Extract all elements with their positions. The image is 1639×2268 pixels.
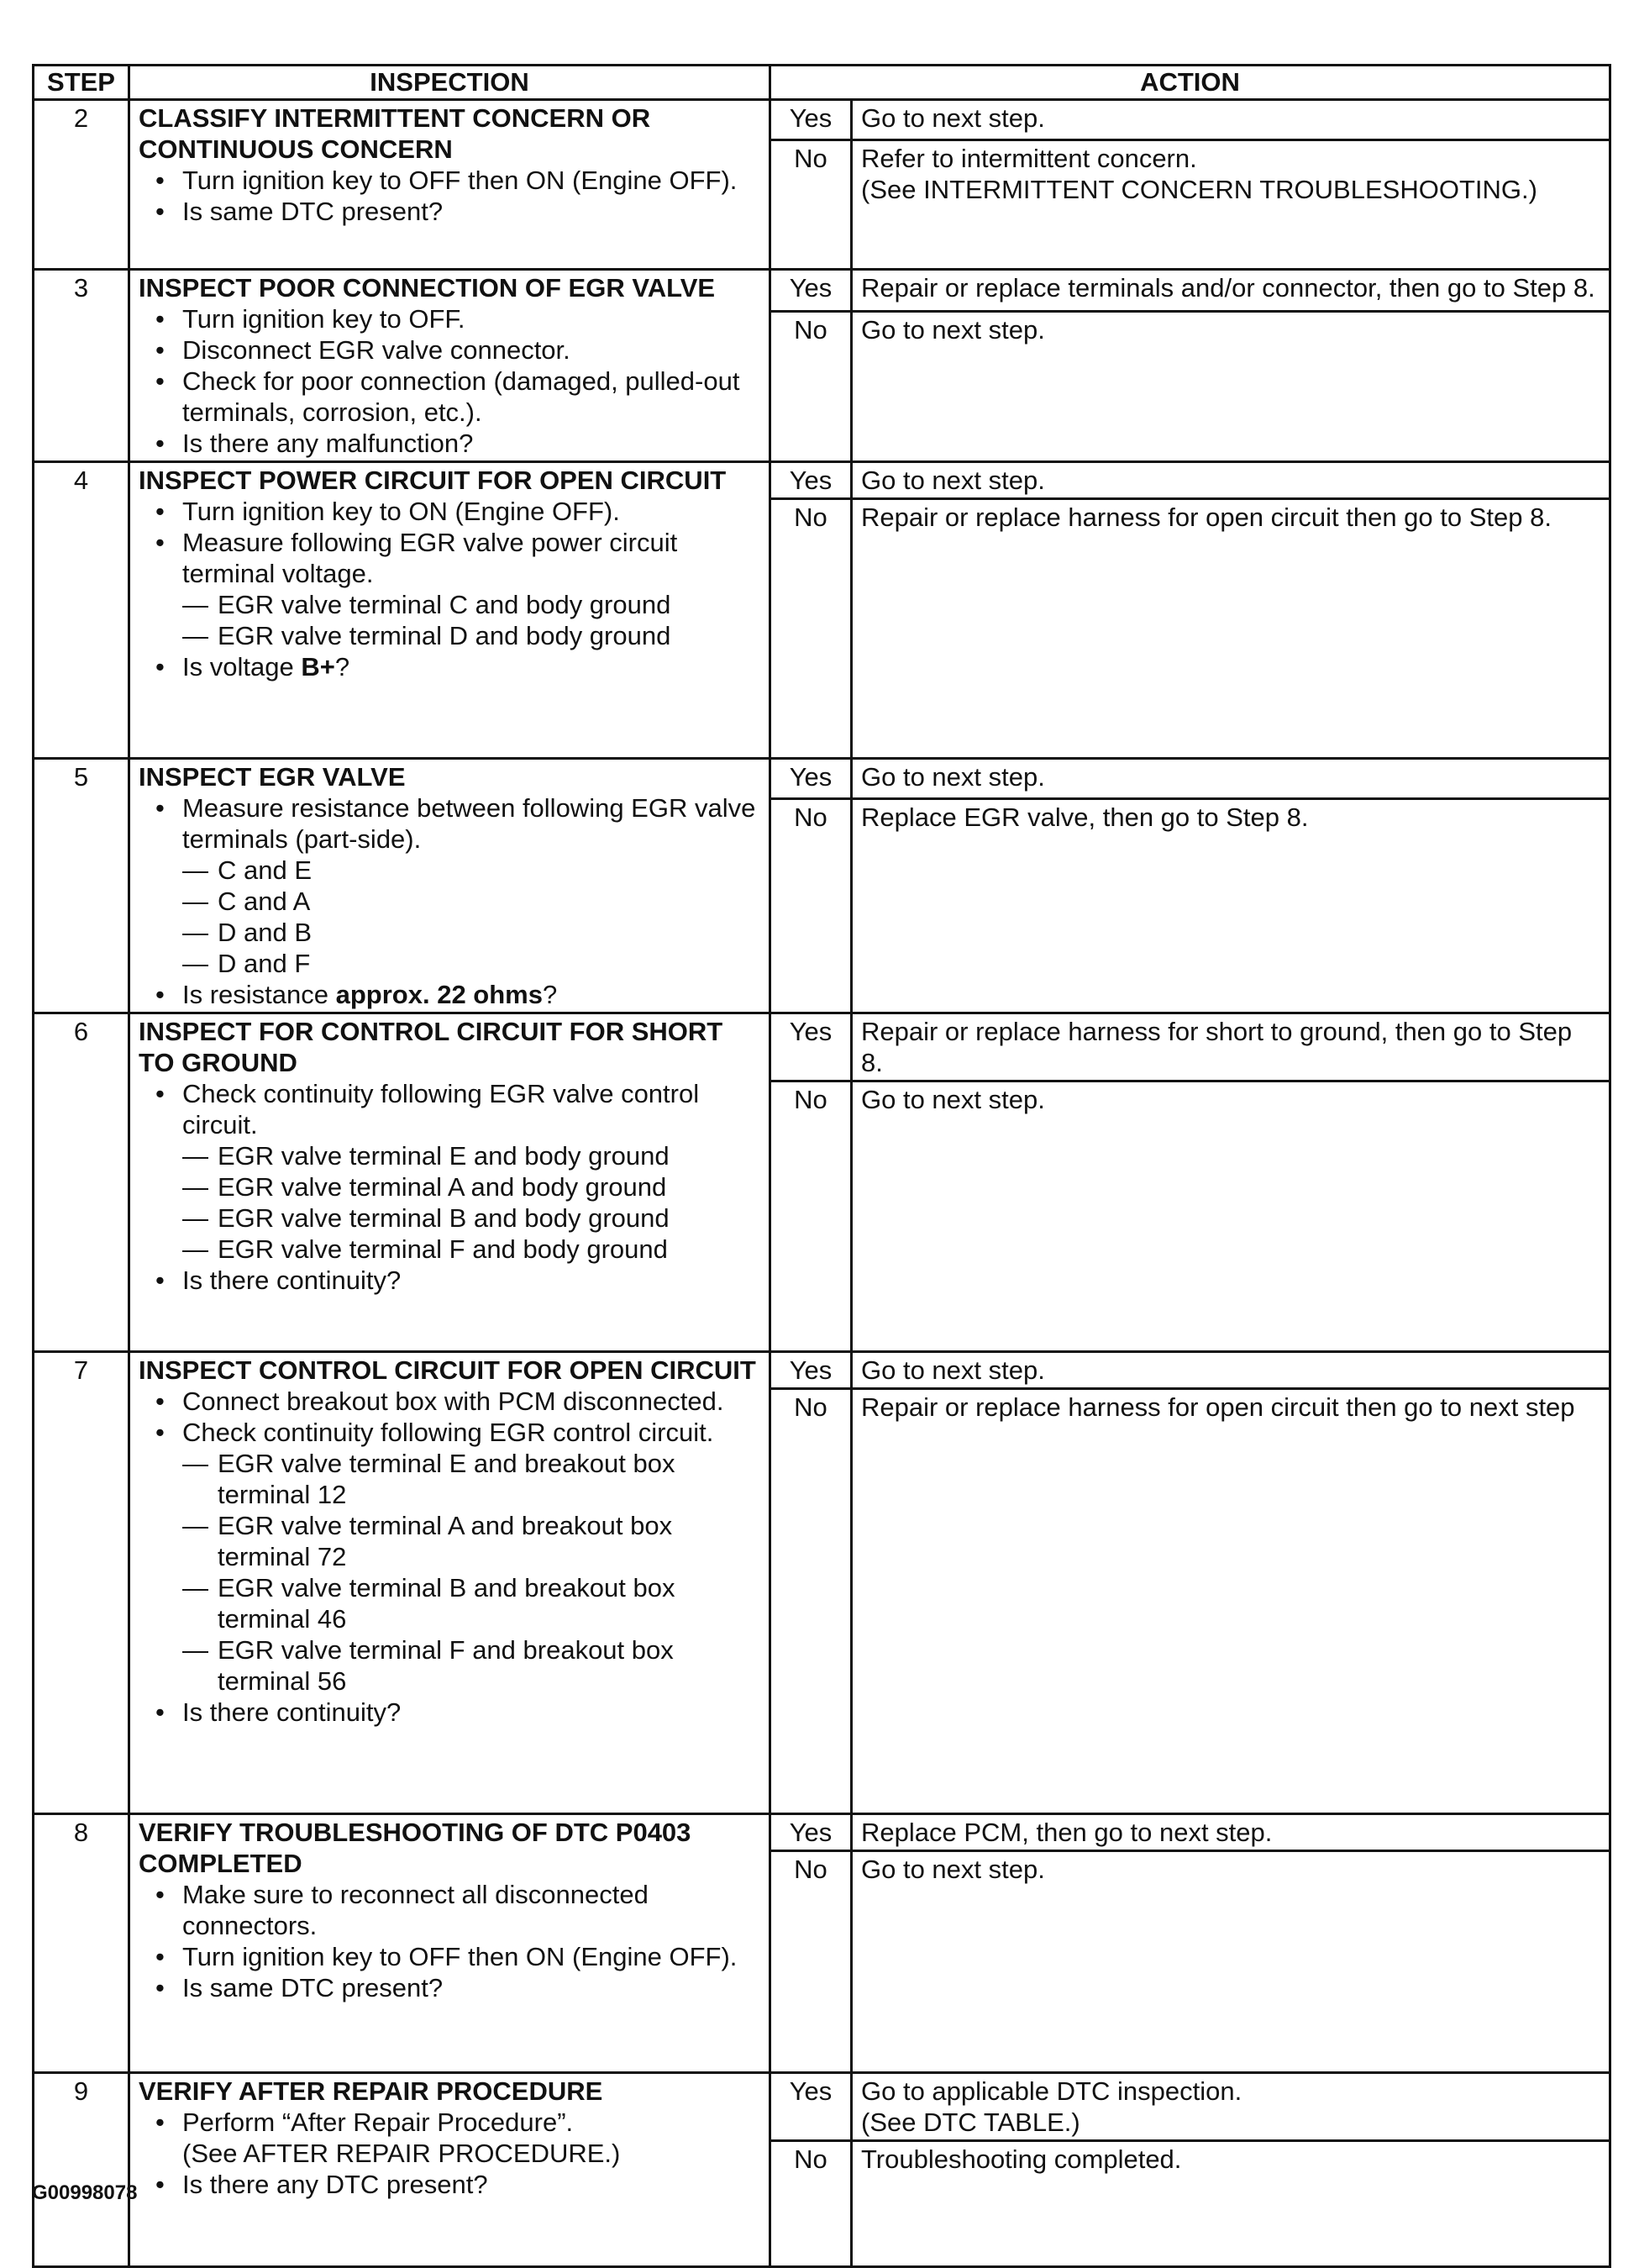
check-points-list	[182, 1448, 760, 1697]
no-label: No	[770, 312, 852, 462]
check-point: — EGR valve terminal E and breakout box terminal 12	[182, 1448, 760, 1510]
yes-action: Repair or replace harness for short to ground, then go to Step 8.	[852, 1013, 1610, 1081]
bullet-text: Check continuity following EGR control circuit.	[182, 1418, 714, 1447]
inspection-steps-list	[139, 496, 760, 682]
inspection-title: INSPECT POWER CIRCUIT FOR OPEN CIRCUIT	[139, 466, 727, 495]
yes-label: Yes	[770, 1013, 852, 1081]
yes-label: Yes	[770, 759, 852, 799]
inspection-steps-list	[139, 303, 760, 459]
no-action: Go to next step.	[852, 312, 1610, 462]
bullet-text: Is there any DTC present?	[182, 2170, 488, 2199]
step-number: 5	[34, 759, 129, 1013]
step-number: 7	[34, 1352, 129, 1814]
inspection-cell	[129, 2073, 770, 2267]
check-point: — EGR valve terminal B and body ground	[182, 1202, 760, 1234]
table-row	[34, 1013, 1610, 1081]
inspection-cell	[129, 1352, 770, 1814]
bullet-text-end: ?	[542, 980, 558, 1009]
list-item	[139, 165, 760, 196]
list-item	[139, 1265, 760, 1296]
check-point: — EGR valve terminal D and body ground	[182, 620, 760, 651]
yes-action: Go to next step.	[852, 1352, 1610, 1389]
step-number: 6	[34, 1013, 129, 1352]
yes-action: Go to next step.	[852, 759, 1610, 799]
bullet-text: Check continuity following EGR valve control circuit.	[182, 1079, 700, 1139]
yes-action: Go to applicable DTC inspection. (See DTC TABLE.)	[852, 2073, 1610, 2141]
bullet-text: Turn ignition key to OFF then ON (Engine OFF).	[182, 1942, 738, 1971]
no-action: Replace EGR valve, then go to Step 8.	[852, 798, 1610, 1013]
bullet-text: Connect breakout box with PCM disconnected.	[182, 1387, 724, 1416]
list-item	[139, 1417, 760, 1697]
inspection-steps-list	[139, 1879, 760, 2003]
step-column-header: STEP	[34, 66, 129, 100]
yes-label: Yes	[770, 270, 852, 312]
check-points-list	[182, 855, 760, 979]
check-point: — C and E	[182, 855, 760, 886]
step-number: 3	[34, 270, 129, 462]
yes-label: Yes	[770, 100, 852, 140]
list-item	[139, 334, 760, 366]
bullet-text: Is same DTC present?	[182, 197, 444, 226]
inspection-cell	[129, 100, 770, 270]
inspection-title: VERIFY AFTER REPAIR PROCEDURE	[139, 2076, 603, 2106]
inspection-steps-list	[139, 1386, 760, 1728]
list-item	[139, 303, 760, 334]
check-point: — EGR valve terminal F and breakout box terminal 56	[182, 1634, 760, 1697]
inspection-cell	[129, 462, 770, 759]
list-item	[139, 979, 760, 1010]
inspection-cell	[129, 1814, 770, 2073]
yes-label: Yes	[770, 1814, 852, 1851]
no-label: No	[770, 499, 852, 759]
inspection-title: INSPECT POOR CONNECTION OF EGR VALVE	[139, 273, 716, 303]
check-points-list	[182, 589, 760, 651]
list-item	[139, 1078, 760, 1265]
yes-action: Replace PCM, then go to next step.	[852, 1814, 1610, 1851]
yes-label: Yes	[770, 462, 852, 499]
no-label: No	[770, 1389, 852, 1814]
table-body	[34, 100, 1610, 2267]
bullet-text: Disconnect EGR valve connector.	[182, 335, 570, 365]
no-label: No	[770, 2141, 852, 2267]
no-action: Refer to intermittent concern. (See INTERMITTENT CONCERN TROUBLESHOOTING.)	[852, 140, 1610, 270]
no-label: No	[770, 1081, 852, 1352]
bullet-text: Turn ignition key to OFF.	[182, 304, 465, 334]
inspection-title: CLASSIFY INTERMITTENT CONCERN OR CONTINUOUS CONCERN	[139, 103, 651, 164]
bullet-text: Measure resistance between following EGR valve terminals (part-side).	[182, 793, 756, 854]
inspection-column-header: INSPECTION	[129, 66, 770, 100]
bullet-text: Is same DTC present?	[182, 1973, 444, 2002]
inspection-title: INSPECT FOR CONTROL CIRCUIT FOR SHORT TO GROUND	[139, 1017, 723, 1077]
list-item	[139, 1972, 760, 2003]
bullet-text: Is voltage	[182, 652, 302, 681]
bullet-text: Turn ignition key to ON (Engine OFF).	[182, 497, 620, 526]
inspection-title: INSPECT EGR VALVE	[139, 762, 406, 792]
step-number: 9	[34, 2073, 129, 2267]
check-point: — D and F	[182, 948, 760, 979]
list-item	[139, 1941, 760, 1972]
list-item	[139, 496, 760, 527]
yes-action: Go to next step.	[852, 462, 1610, 499]
check-point: — EGR valve terminal E and body ground	[182, 1140, 760, 1171]
dtc-inspection-table	[32, 64, 1611, 2268]
no-label: No	[770, 140, 852, 270]
inspection-title: INSPECT CONTROL CIRCUIT FOR OPEN CIRCUIT	[139, 1355, 756, 1385]
no-action: Repair or replace harness for open circuit then go to next step	[852, 1389, 1610, 1814]
list-item	[139, 527, 760, 651]
bullet-text: Perform “After Repair Procedure”. (See AFTER REPAIR PROCEDURE.)	[182, 2108, 621, 2168]
inspection-steps-list	[139, 165, 760, 227]
bullet-text: Is there continuity?	[182, 1697, 402, 1727]
list-item	[139, 366, 760, 428]
yes-label: Yes	[770, 2073, 852, 2141]
check-point: — EGR valve terminal A and breakout box terminal 72	[182, 1510, 760, 1572]
bullet-text: Turn ignition key to OFF then ON (Engine OFF).	[182, 166, 738, 195]
no-action: Repair or replace harness for open circuit then go to Step 8.	[852, 499, 1610, 759]
list-item	[139, 196, 760, 227]
bullet-text: Is resistance	[182, 980, 336, 1009]
list-item	[139, 1697, 760, 1728]
table-row	[34, 462, 1610, 499]
check-point: — EGR valve terminal A and body ground	[182, 1171, 760, 1202]
table-row	[34, 100, 1610, 140]
check-point: — C and A	[182, 886, 760, 917]
step-number: 2	[34, 100, 129, 270]
yes-action: Go to next step.	[852, 100, 1610, 140]
no-label: No	[770, 798, 852, 1013]
check-points-list	[182, 1140, 760, 1265]
table-row	[34, 270, 1610, 312]
inspection-steps-list	[139, 2107, 760, 2200]
bullet-text: Make sure to reconnect all disconnected connectors.	[182, 1880, 649, 1940]
bullet-text: Is there continuity?	[182, 1266, 402, 1295]
bullet-text: Measure following EGR valve power circuit terminal voltage.	[182, 528, 678, 588]
action-column-header: ACTION	[770, 66, 1610, 100]
bullet-text: Check for poor connection (damaged, pulled-out terminals, corrosion, etc.).	[182, 366, 740, 427]
yes-action: Repair or replace terminals and/or connector, then go to Step 8.	[852, 270, 1610, 312]
inspection-title: VERIFY TROUBLESHOOTING OF DTC P0403 COMPLETED	[139, 1818, 691, 1878]
spec-value: approx. 22 ohms	[335, 980, 543, 1009]
list-item	[139, 1386, 760, 1417]
bullet-text: Is there any malfunction?	[182, 429, 474, 458]
step-number: 8	[34, 1814, 129, 2073]
no-action: Go to next step.	[852, 1851, 1610, 2073]
list-item	[139, 651, 760, 682]
check-point: — D and B	[182, 917, 760, 948]
header-row	[34, 66, 1610, 100]
figure-code: G00998078	[32, 2181, 138, 2204]
bullet-text-end: ?	[334, 652, 350, 681]
table-row	[34, 1814, 1610, 1851]
inspection-cell	[129, 270, 770, 462]
list-item	[139, 428, 760, 459]
inspection-cell	[129, 759, 770, 1013]
check-point: — EGR valve terminal C and body ground	[182, 589, 760, 620]
no-label: No	[770, 1851, 852, 2073]
list-item	[139, 1879, 760, 1941]
step-number: 4	[34, 462, 129, 759]
no-action: Go to next step.	[852, 1081, 1610, 1352]
check-point: — EGR valve terminal F and body ground	[182, 1234, 760, 1265]
inspection-steps-list	[139, 1078, 760, 1296]
table-row	[34, 759, 1610, 799]
inspection-steps-list	[139, 792, 760, 1010]
yes-label: Yes	[770, 1352, 852, 1389]
spec-value: B+	[301, 652, 335, 681]
inspection-cell	[129, 1013, 770, 1352]
list-item	[139, 792, 760, 979]
no-action: Troubleshooting completed.	[852, 2141, 1610, 2267]
check-point: — EGR valve terminal B and breakout box terminal 46	[182, 1572, 760, 1634]
table-row	[34, 2073, 1610, 2141]
table-row	[34, 1352, 1610, 1389]
list-item	[139, 2107, 760, 2169]
list-item	[139, 2169, 760, 2200]
